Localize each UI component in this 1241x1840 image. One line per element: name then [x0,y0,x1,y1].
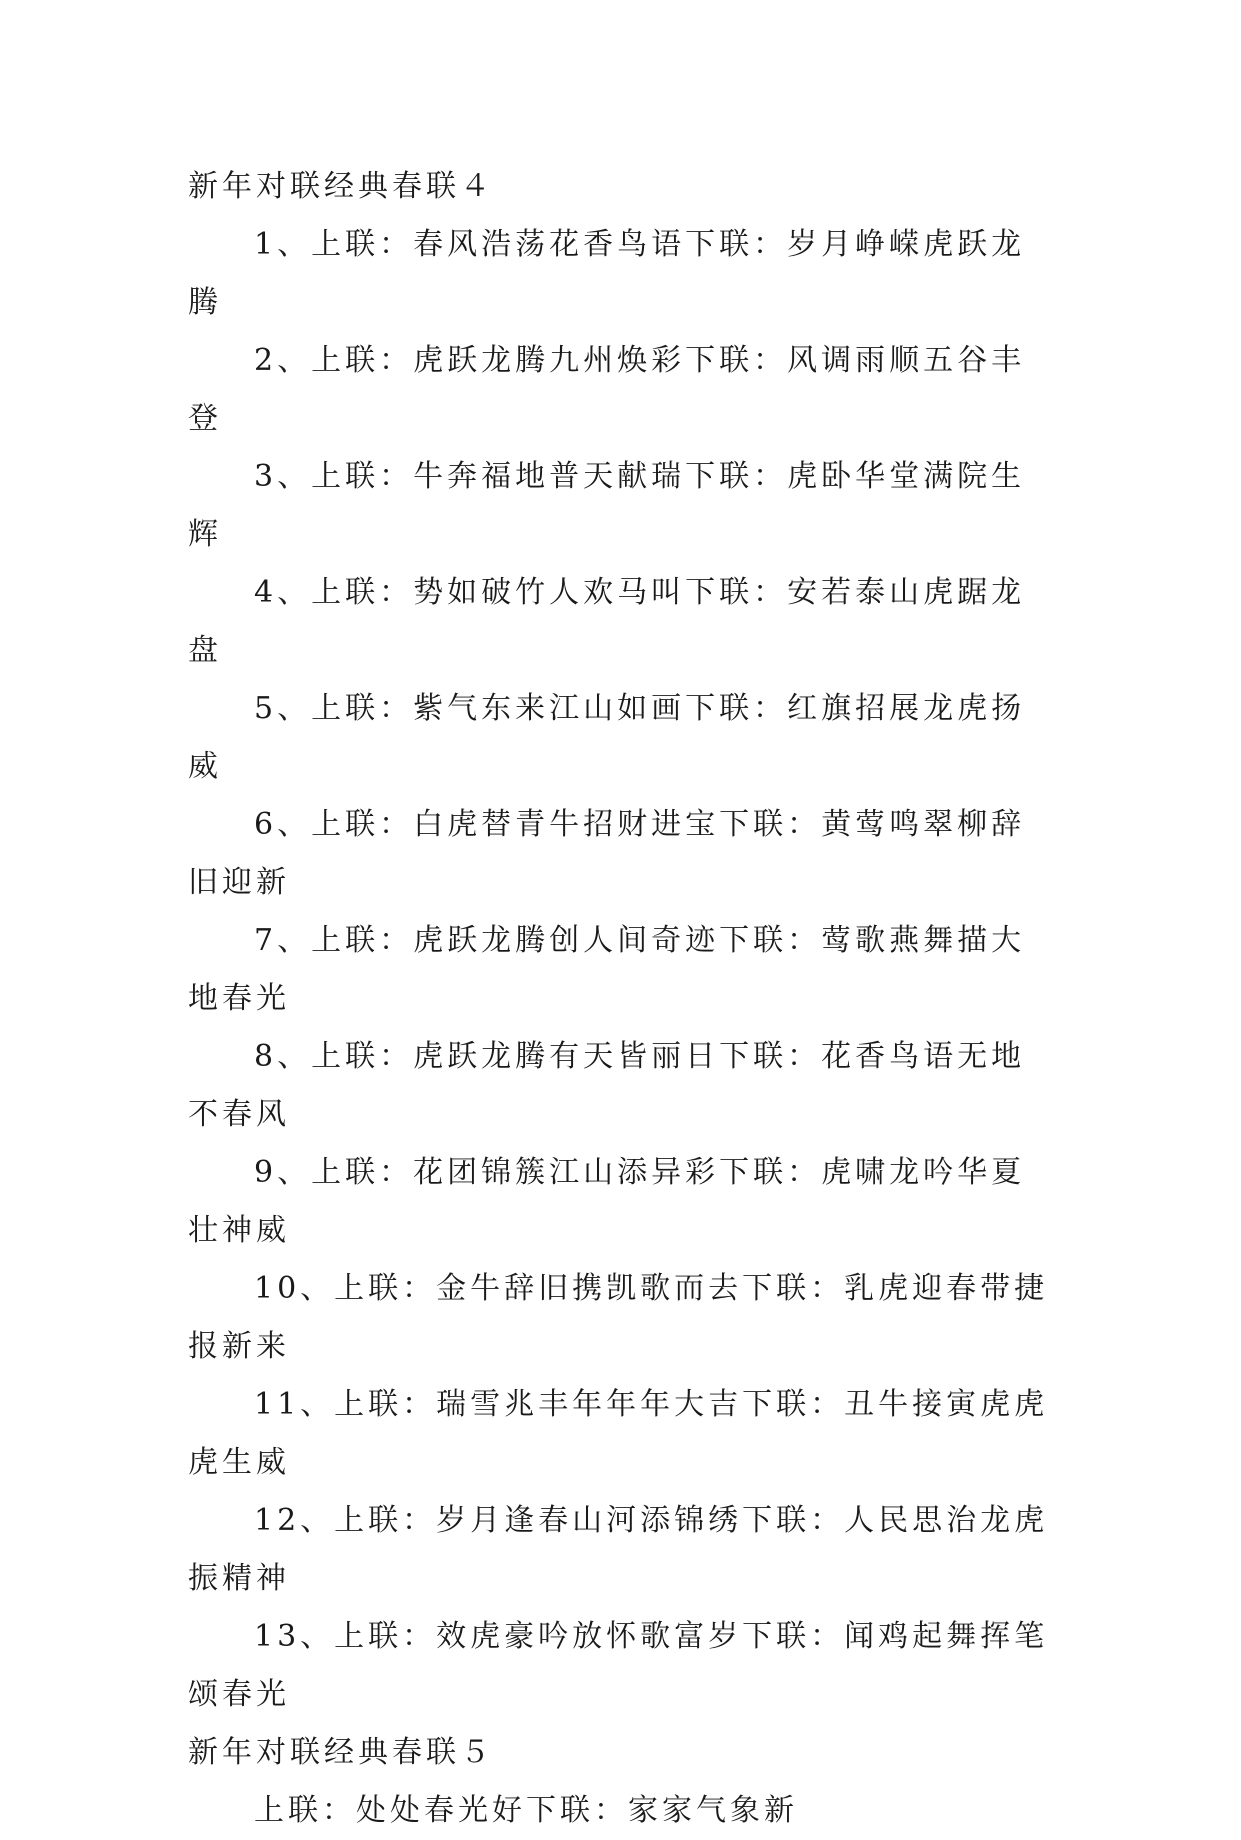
couplet-item: 9、上联：花团锦簇江山添异彩下联：虎啸龙吟华夏壮神威 [188,1155,1026,1248]
couplet-item: 11、上联：瑞雪兆丰年年年大吉下联：丑牛接寅虎虎虎生威 [188,1387,1049,1480]
couplet-item: 5、上联：紫气东来江山如画下联：红旗招展龙虎扬威 [188,691,1026,784]
couplet-item: 上联：处处春光好下联：家家气象新 [254,1793,798,1828]
couplet-item: 2、上联：虎跃龙腾九州焕彩下联：风调雨顺五谷丰登 [188,343,1026,436]
couplet-item: 12、上联：岁月逢春山河添锦绣下联：人民思治龙虎振精神 [188,1503,1049,1596]
couplet-item: 7、上联：虎跃龙腾创人间奇迹下联：莺歌燕舞描大地春光 [188,923,1026,1016]
section-heading: 新年对联经典春联４ [188,169,494,204]
section-heading: 新年对联经典春联５ [188,1735,494,1770]
couplet-item: 8、上联：虎跃龙腾有天皆丽日下联：花香鸟语无地不春风 [188,1039,1026,1132]
couplet-item: 3、上联：牛奔福地普天献瑞下联：虎卧华堂满院生辉 [188,459,1026,552]
document-body [188,158,1058,1840]
couplet-item: 13、上联：效虎豪吟放怀歌富岁下联：闻鸡起舞挥笔颂春光 [188,1619,1049,1712]
couplet-item: 10、上联：金牛辞旧携凯歌而去下联：乳虎迎春带捷报新来 [188,1271,1049,1364]
couplet-item: 1、上联：春风浩荡花香鸟语下联：岁月峥嵘虎跃龙腾 [188,227,1026,320]
couplet-item: 6、上联：白虎替青牛招财进宝下联：黄莺鸣翠柳辞旧迎新 [188,807,1026,900]
couplet-item: 4、上联：势如破竹人欢马叫下联：安若泰山虎踞龙盘 [188,575,1026,668]
